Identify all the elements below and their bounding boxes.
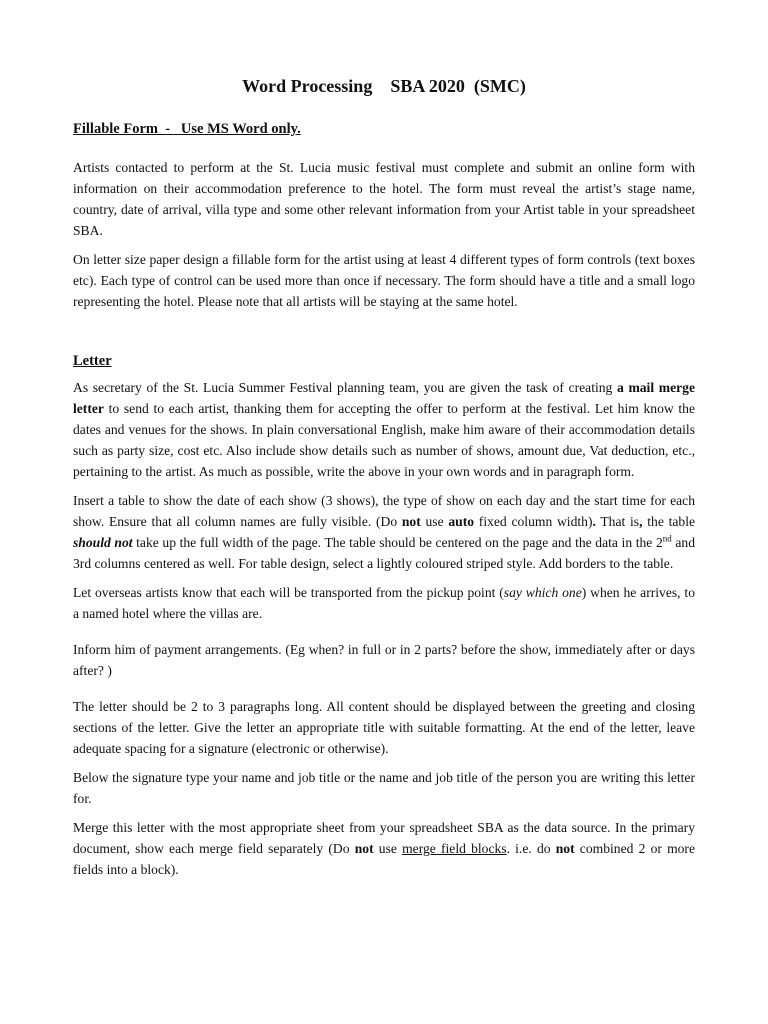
heading-period: . (297, 121, 301, 137)
text-run: As secretary of the St. Lucia Summer Festival planning team, you are given the task of creating (73, 380, 617, 395)
text-run: combined 2 or more fields into a block). (73, 841, 695, 877)
text-run: and 3rd columns centered as well. For table design, select a lightly coloured striped style. Add borders to the table. (73, 535, 695, 571)
text-run: fixed column width) (474, 514, 593, 529)
bold-italic-text: should not (73, 535, 133, 550)
text-run: to send to each artist, thanking them for accepting the offer to perform at the festival. Let him know the dates and venues for the shows. In plain conversational English, make him aware of their accommodation details such as party size, cost etc. Also include show details such as number of shows, amount due, Vat deduction, etc., pertaining to the artist. As much as possible, write the above in your own words and in paragraph form. (73, 401, 695, 479)
bold-text: not (401, 514, 421, 529)
document-title: Word Processing SBA 2020 (SMC) (242, 76, 526, 96)
bold-text: , (639, 514, 643, 529)
text-run: Insert a table to show the date of each show (3 shows), the type of show on each day and the start time for each show. Ensure that all column names are fully visible. (Do (73, 493, 695, 529)
bold-text: . (592, 514, 596, 529)
letter-paragraph-1 (73, 377, 695, 482)
letter-paragraph-2 (73, 490, 695, 574)
text-run: use (420, 514, 449, 529)
italic-text: say which one (503, 585, 582, 600)
text-run: take up the full width of the page. The table should be centered on the page and the data in the 2 (132, 535, 663, 550)
letter-paragraph-4: Inform him of payment arrangements. (Eg when? in full or in 2 parts? before the show, immediately after or days after? ) (73, 642, 695, 678)
bold-text: not (555, 841, 575, 856)
text-run: Let overseas artists know that each will be transported from the pickup point ( (73, 585, 504, 600)
bold-text: auto (448, 514, 475, 529)
text-run: ) when he arrives, to a named hotel where the villas are. (73, 585, 695, 621)
letter-paragraph-5: The letter should be 2 to 3 paragraphs long. All content should be displayed between the greeting and closing sections of the letter. Give the letter an appropriate title with suitable formatting. At the end of the letter, leave adequate spacing for a signature (electronic or otherwise). (73, 699, 695, 756)
letter-heading: Letter (73, 353, 112, 369)
fillable-form-paragraph-1: Artists contacted to perform at the St. Lucia music festival must complete and submit an online form with information on their accommodation preference to the hotel. The form must reveal the artist’s stage name, country, date of arrival, villa type and some other relevant information from your Artist table in your spreadsheet SBA. (73, 160, 695, 238)
text-run: the table (642, 514, 696, 529)
fillable-form-heading (73, 118, 695, 140)
underlined-text: merge field blocks (402, 841, 507, 856)
text-run: Merge this letter with the most appropriate sheet from your spreadsheet SBA as the data source. In the primary document, show each merge field separately (Do (73, 820, 695, 856)
fillable-form-paragraph-2: On letter size paper design a fillable form for the artist using at least 4 different types of form controls (text boxes etc). Each type of control can be used more than once if necessary. The form should have a title and a small logo representing the hotel. Please note that all artists will be staying at the same hotel. (73, 252, 695, 309)
text-run: use (373, 841, 403, 856)
bold-text: not (354, 841, 374, 856)
letter-paragraph-6: Below the signature type your name and job title or the name and job title of the person you are writing this letter for. (73, 770, 695, 806)
bold-text: a mail merge letter (73, 380, 695, 416)
text-run: That is (595, 514, 640, 529)
letter-paragraph-7 (73, 817, 695, 880)
fillable-form-heading-text: Fillable Form - Use MS Word only (73, 121, 298, 137)
letter-paragraph-3 (73, 582, 695, 624)
superscript-text: nd (662, 533, 672, 544)
text-run: . i.e. do (506, 841, 556, 856)
document-page (73, 74, 695, 888)
